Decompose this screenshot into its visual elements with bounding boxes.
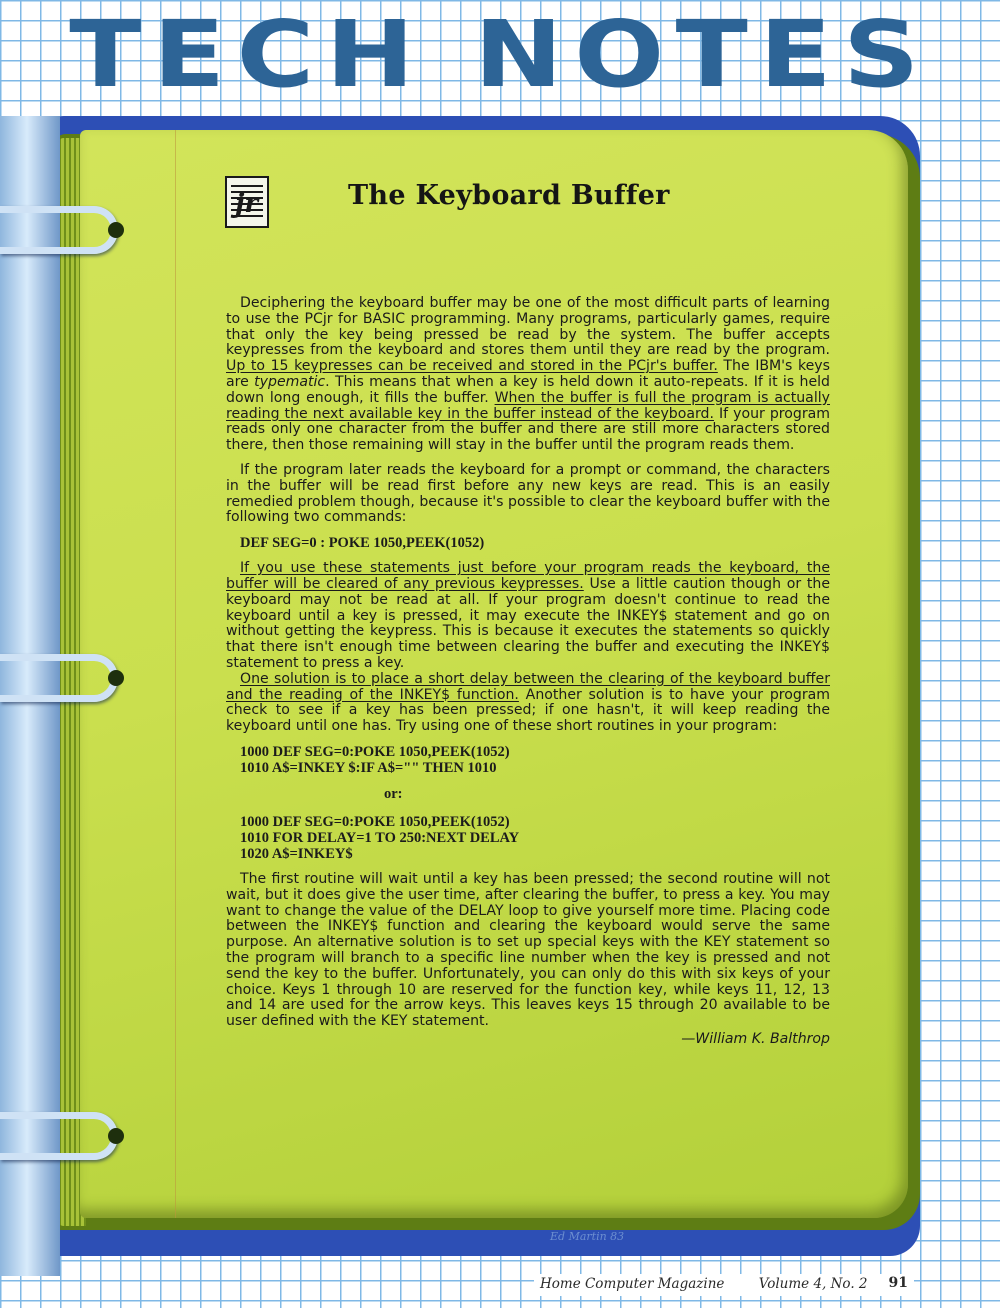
page-number: 91 — [888, 1275, 908, 1291]
underlined-text: If you use these statements just before your program reads the keyboard, the buffer will be cleared of any previous keypresses. — [226, 560, 830, 592]
ring-hole — [108, 222, 124, 238]
article-title: The Keyboard Buffer — [348, 180, 670, 211]
paragraph-5: The first routine will wait until a key has been pressed; the second routine will not wait, but it does give the user time, after clearing the buffer, to press a key. You may want to change the value of the DELAY loop to give yourself more time. Placing code between the INKEY$ function and clearing the keyboard would serve the same purpose. An alternative solution is to set up special keys with the KEY statement so the program will branch to a specific line number when the key is pressed and not send the key to the buffer. Unfortunately, you can only do this with six keys of your choice. Keys 1 through 10 are reserved for the function key, while keys 11, 12, 13 and 14 are used for the arrow keys. This leaves keys 15 through 20 available to be user defined with the KEY statement. — [226, 870, 830, 1030]
binder-ring-icon — [0, 1112, 118, 1160]
page-footer — [534, 1274, 914, 1296]
text-span: The IBM's keys are — [226, 358, 830, 390]
code-line: 1000 DEF SEG=0:POKE 1050,PEEK(1052) — [240, 743, 510, 760]
code-block-3 — [240, 814, 830, 862]
paragraph-3 — [226, 561, 830, 672]
masthead-title: TECH NOTES — [69, 1, 931, 108]
binder-ring-icon — [0, 654, 118, 702]
underlined-text: Up to 15 keypresses can be received and stored in the PCjr's buffer. — [226, 358, 718, 375]
text-span: Another solution is to have your program check to see if a key has been pressed; if one hasn't, it will keep reading the keyboard until one has. Try using one of these short routines in your program: — [226, 686, 830, 735]
text-span: Deciphering the keyboard buffer may be one of the most difficult parts of learning to use the PCjr for BASIC programming. Many programs, particularly games, require that only the key being pressed be read by the system. The buffer accepts keypresses from the keyboard and stores them until they are read by the program. — [226, 295, 830, 359]
artist-signature: Ed Martin 83 — [550, 1230, 625, 1243]
text-span: . This means that when a key is held down it auto-repeats. If it is held down long enough, it fills the buffer. — [226, 373, 830, 406]
code-line: 1020 A$=INKEY$ — [240, 845, 353, 862]
code-block-2 — [240, 744, 830, 776]
author-signature: —William K. Balthrop — [681, 1030, 830, 1047]
pcjr-logo-mark — [229, 180, 265, 224]
paragraph-2: If the program later reads the keyboard for a prompt or command, the characters in the buffer will be read first before any new keys are read. This is an easily remedied problem though, because it's possible to clear the keyboard buffer with the following two commands: — [226, 461, 830, 526]
or-separator: or: — [384, 785, 403, 802]
paragraph-1 — [226, 296, 830, 454]
magazine-name: Home Computer Magazine — [540, 1276, 725, 1292]
ring-hole — [108, 670, 124, 686]
code-line: 1010 A$=INKEY $:IF A$="" THEN 1010 — [240, 759, 497, 776]
text-span: Use a little caution though or the keyboard may not be read at all. If your program doesn't continue to read the keyboard until a key is pressed, it may execute the INKEY$ statement and go on without getting the keypress. This is because it executes the statements so quickly that there isn't enough time between clearing the buffer and executing the INKEY$ statement to press a key. — [226, 575, 830, 671]
margin-line — [175, 130, 176, 1218]
logo-text: jr — [235, 189, 259, 219]
volume-info: Volume 4, No. 2 — [758, 1276, 868, 1292]
text-span: If your program reads only one character from the buffer and there are still more characters stored there, then those remaining will stay in the buffer until the program reads them. — [226, 405, 830, 454]
code-block-1: DEF SEG=0 : POKE 1050,PEEK(1052) — [240, 535, 485, 552]
paragraph-4 — [226, 672, 830, 735]
underlined-text: One solution is to place a short delay between the clearing of the keyboard buffer and the reading of the INKEY$ function. — [226, 670, 830, 703]
underlined-text: When the buffer is full the program is actually reading the next available key in the buffer instead of the keyboard. — [226, 389, 830, 422]
code-line: 1010 FOR DELAY=1 TO 250:NEXT DELAY — [240, 829, 520, 846]
article-body — [226, 296, 830, 1048]
code-line: 1000 DEF SEG=0:POKE 1050,PEEK(1052) — [240, 813, 510, 830]
binder-ring-icon — [0, 206, 118, 254]
ring-hole — [108, 1128, 124, 1144]
pcjr-logo-icon — [225, 176, 269, 228]
italic-term: typematic — [254, 373, 326, 390]
